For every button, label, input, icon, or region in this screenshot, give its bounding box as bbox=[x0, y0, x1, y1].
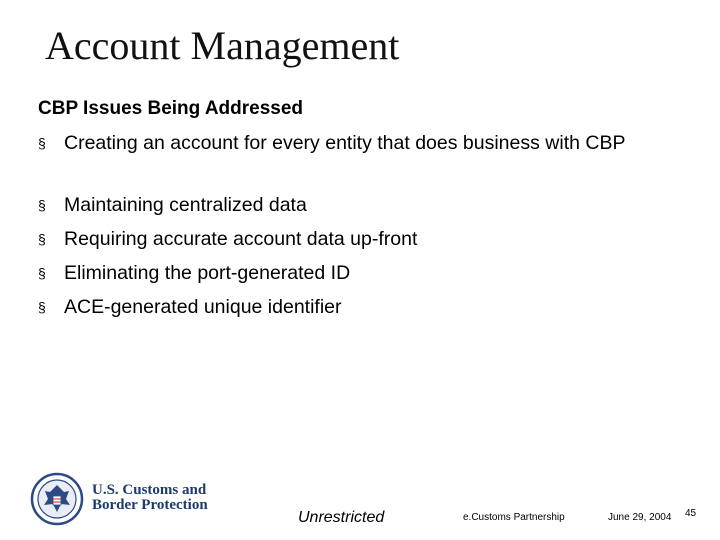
logo-line-2: Border Protection bbox=[92, 497, 208, 513]
partnership-label: e.Customs Partnership bbox=[463, 512, 565, 523]
bullet-marker: § bbox=[38, 197, 46, 213]
bullet-text: ACE-generated unique identifier bbox=[64, 296, 342, 318]
page-number: 45 bbox=[685, 508, 697, 519]
bullet-marker: § bbox=[38, 265, 46, 281]
bullet-item bbox=[38, 132, 625, 155]
cbp-logo bbox=[30, 472, 215, 528]
date-label: June 29, 2004 bbox=[608, 512, 672, 523]
bullet-item bbox=[38, 228, 417, 251]
bullet-item bbox=[38, 194, 307, 217]
slide-subtitle: CBP Issues Being Addressed bbox=[38, 98, 304, 119]
logo-wordmark bbox=[92, 483, 208, 513]
bullet-marker: § bbox=[38, 135, 46, 151]
bullet-text: Eliminating the port-generated ID bbox=[64, 262, 351, 284]
logo-line-1: U.S. Customs and bbox=[92, 482, 207, 498]
classification-label: Unrestricted bbox=[298, 509, 385, 526]
bullet-marker: § bbox=[38, 299, 46, 315]
slide-title: Account Management bbox=[45, 23, 400, 68]
bullet-text: Creating an account for every entity that does business with CBP bbox=[64, 132, 626, 154]
dhs-seal-icon bbox=[30, 472, 84, 526]
bullet-text: Requiring accurate account data up-front bbox=[64, 228, 418, 250]
bullet-item bbox=[38, 296, 342, 319]
bullet-item bbox=[38, 262, 350, 285]
bullet-marker: § bbox=[38, 231, 46, 247]
bullet-text: Maintaining centralized data bbox=[64, 194, 307, 216]
